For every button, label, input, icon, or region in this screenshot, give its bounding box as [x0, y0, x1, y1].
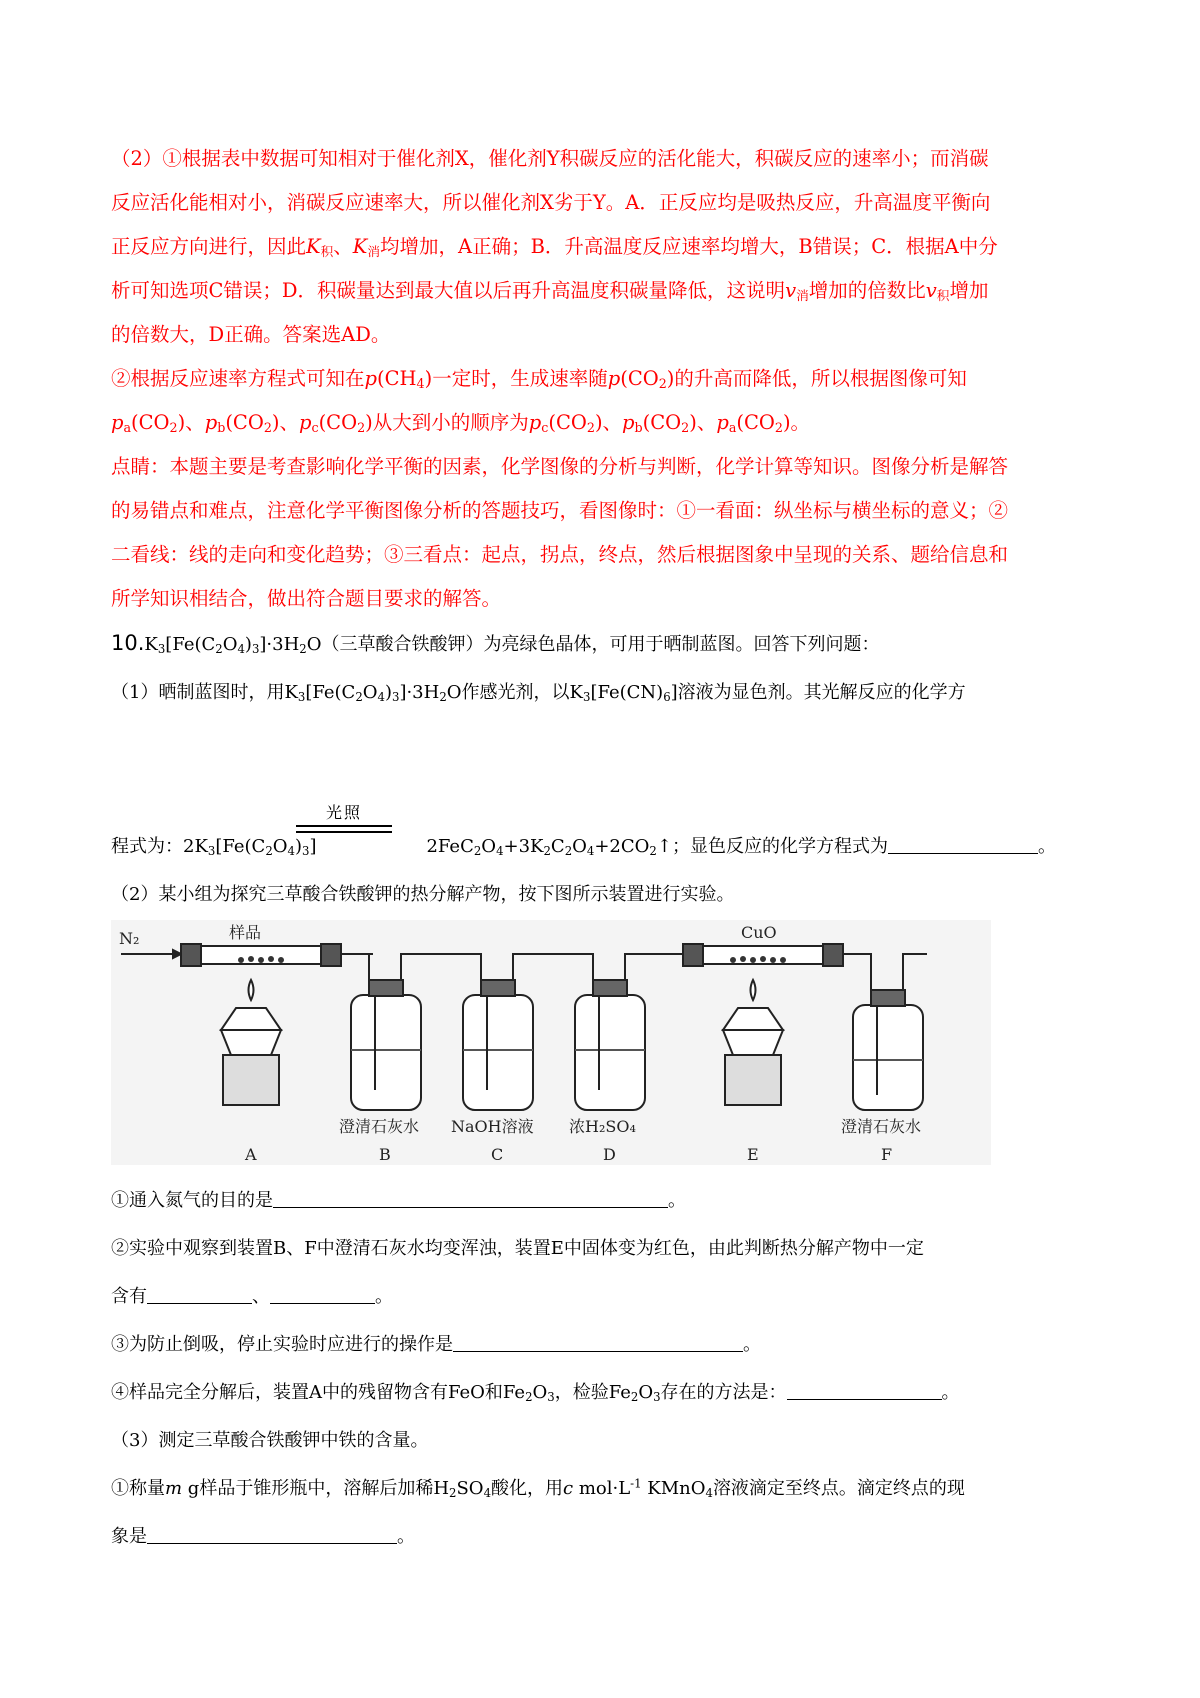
note-line-4: 所学知识相结合，做出符合题目要求的解答。 [111, 587, 502, 610]
answer-text: 增加 [949, 279, 989, 302]
answer-text: ②根据反应速率方程式可知在 [111, 367, 365, 390]
v-subscript: 消 [796, 288, 809, 304]
k-subscript: 积 [320, 244, 334, 260]
answer-text: 增加的倍数比 [808, 279, 926, 302]
letter-b: B [379, 1145, 391, 1164]
answer-line-2: 反应活化能相对小，消碳反应速率大，所以催化剂X劣于Y。A．正反应均是吸热反应，升高温度平衡向 [111, 191, 991, 214]
answer-text: 析可知选项C错误；D．积碳量达到最大值以后再升高温度积碳量降低，这说明 [111, 279, 786, 302]
answer-line-6: ②根据反应速率方程式可知在$p(CH_4)$一定时，生成速率随$p(CO_2)$的升高而降低，所以根据图像可知 [111, 367, 967, 392]
question-text: 溶液滴定至终点。滴定终点的现 [712, 1478, 965, 1499]
answer-blank[interactable] [147, 1285, 252, 1304]
answer-text: 正反应方向进行，因此 [111, 235, 307, 258]
question-text: ①称量 [111, 1478, 165, 1499]
sub-question-1 [111, 1186, 686, 1212]
letter-f: F [881, 1145, 893, 1164]
answer-line-4: 析可知选项C错误；D．积碳量达到最大值以后再升高温度积碳量降低，这说明$v_消$增加的倍数比$v_积$增加 [111, 279, 989, 304]
sub-question-5-cont [111, 1522, 415, 1548]
period: 。 [941, 1382, 960, 1403]
answer-blank[interactable] [787, 1381, 942, 1400]
question-text: 溶液为显色剂。其光解反应的化学方 [677, 682, 966, 703]
comma: 、 [252, 1286, 270, 1307]
v-subscript: 积 [936, 288, 950, 304]
answer-text: 从大到小的顺序为 [372, 411, 529, 434]
sub-question-5: ①称量m g样品于锥形瓶中，溶解后加稀$H_2SO_4$酸化，用c $mol\cdot L^{-1}$ KMnO$_4$溶液滴定至终点。滴定终点的现 [111, 1476, 965, 1500]
period: 。 [1037, 836, 1056, 857]
letter-a: A [245, 1145, 257, 1164]
answer-text: 均增加，A正确；B．升高温度反应速率均增大，B错误；C．根据A中分 [380, 235, 998, 258]
answer-text: 一定时，生成速率随 [432, 367, 608, 390]
period: 。 [397, 1526, 415, 1547]
letter-d: D [603, 1145, 616, 1164]
question-text: KMnO [641, 1478, 706, 1499]
sub-question-4: ④样品完全分解后，装置A中的残留物含有FeO和$Fe_2O_3$，检验$Fe_2O_3$存在的方法是： 。 [111, 1382, 960, 1404]
period: 。 [743, 1334, 761, 1355]
reaction-condition [296, 800, 392, 833]
answer-blank[interactable] [888, 835, 1038, 854]
condition-label: 光照 [325, 803, 362, 822]
note-line-2: 的易错点和难点，注意化学平衡图像分析的答题技巧，看图像时：①一看面：纵坐标与横坐标的意义；② [111, 499, 1009, 522]
bottle-b-label: 澄清石灰水 [339, 1117, 420, 1136]
note-line-3: 二看线：线的走向和变化趋势；③三看点：起点，拐点，终点，然后根据图象中呈现的关系、题给信息和 [111, 543, 1009, 566]
question-text: ③为防止倒吸，停止实验时应进行的操作是 [111, 1334, 453, 1355]
question-text: ；显色反应的化学方程式为 [671, 836, 888, 857]
question-text: 含有 [111, 1286, 147, 1307]
answer-blank[interactable] [273, 1189, 668, 1208]
answer-line-5: 的倍数大，D正确。答案选AD。 [111, 323, 391, 346]
question-text: ，检验Fe [554, 1382, 631, 1403]
cuo-label: CuO [741, 923, 777, 942]
bottle-c-label: NaOH溶液 [451, 1117, 534, 1136]
concentration-variable: c [563, 1478, 574, 1499]
note-line-1: 点睛：本题主要是考查影响化学平衡的因素，化学图像的分析与判断，化学计算等知识。图像分析是解答 [111, 455, 1009, 478]
question-text: mol·L [573, 1478, 631, 1499]
question-title: $10.K_3[Fe(C_2O_4)_3]\cdot 3H_2O$（三草酸合铁酸钾）为亮绿色晶体，可用于晒制蓝图。回答下列问题： [111, 631, 880, 656]
question-text: g样品于锥形瓶中，溶解后加稀H [182, 1478, 450, 1499]
question-text: ④样品完全分解后，装置A中的残留物含有FeO和Fe [111, 1382, 526, 1403]
mass-variable: m [165, 1478, 183, 1499]
answer-line-1: （2）①根据表中数据可知相对于催化剂X，催化剂Y积碳反应的活化能大，积碳反应的速率小；而消碳 [111, 147, 989, 170]
sub-question-2-cont [111, 1282, 393, 1308]
sample-label: 样品 [229, 923, 262, 942]
question-part-2: （2）某小组为探究三草酸合铁酸钾的热分解产物，按下图所示装置进行实验。 [111, 884, 735, 905]
answer-text: 的升高而降低，所以根据图像可知 [674, 367, 967, 390]
apparatus-diagram [111, 920, 991, 1165]
n2-label: N₂ [119, 929, 140, 948]
sub-question-3 [111, 1330, 761, 1356]
bottle-d-label: 浓H₂SO₄ [569, 1117, 636, 1136]
answer-blank[interactable] [270, 1285, 375, 1304]
question-text: 作感光剂，以 [461, 682, 570, 703]
k-subscript: 消 [367, 244, 380, 260]
question-text: （三草酸合铁酸钾）为亮绿色晶体，可用于晒制蓝图。回答下列问题： [321, 634, 880, 655]
equals-bar [296, 825, 392, 827]
question-part-3: （3）测定三草酸合铁酸钾中铁的含量。 [111, 1430, 429, 1451]
question-part-1: （1）晒制蓝图时，用$K_3[Fe(C_2O_4)_3]\cdot 3H_2O$作感光剂，以$K_3[Fe(CN)_6]$溶液为显色剂。其光解反应的化学方 [111, 682, 966, 704]
answer-line-3: 正反应方向进行，因此$K_积$、$K_消$均增加，A正确；B．升高温度反应速率均增大，B错误；C．根据A中分 [111, 235, 998, 260]
answer-blank[interactable] [453, 1333, 743, 1352]
period: 。 [375, 1286, 393, 1307]
bottle-f-label: 澄清石灰水 [841, 1117, 922, 1136]
sub-question-2: ②实验中观察到装置B、F中澄清石灰水均变浑浊，装置E中固体变为红色，由此判断热分解产物中一定 [111, 1238, 924, 1259]
question-text: 程式为： [111, 836, 183, 857]
letter-e: E [747, 1145, 759, 1164]
answer-line-7: $p_a(CO_2)$、$p_b(CO_2)$、$p_c(CO_2)$从大到小的顺序为$p_c(CO_2)$、$p_b(CO_2)$、$p_a(CO_2)$。 [111, 411, 811, 436]
question-text: 存在的方法是： [660, 1382, 787, 1403]
equation-line: 程式为：$2K_3[Fe(C_2O_4)_3]$ $2FeC_2O_4+3K_2C_2O_4+2CO_2↑$；显色反应的化学方程式为 。 [111, 836, 1056, 858]
letter-c: C [491, 1145, 504, 1164]
question-text: （1）晒制蓝图时，用 [111, 682, 285, 703]
question-text: 酸化，用 [491, 1478, 563, 1499]
answer-blank[interactable] [147, 1525, 397, 1544]
question-text: ①通入氮气的目的是 [111, 1190, 273, 1211]
period: 。 [668, 1190, 686, 1211]
question-number: 10. [111, 631, 145, 655]
question-text: 象是 [111, 1526, 147, 1547]
